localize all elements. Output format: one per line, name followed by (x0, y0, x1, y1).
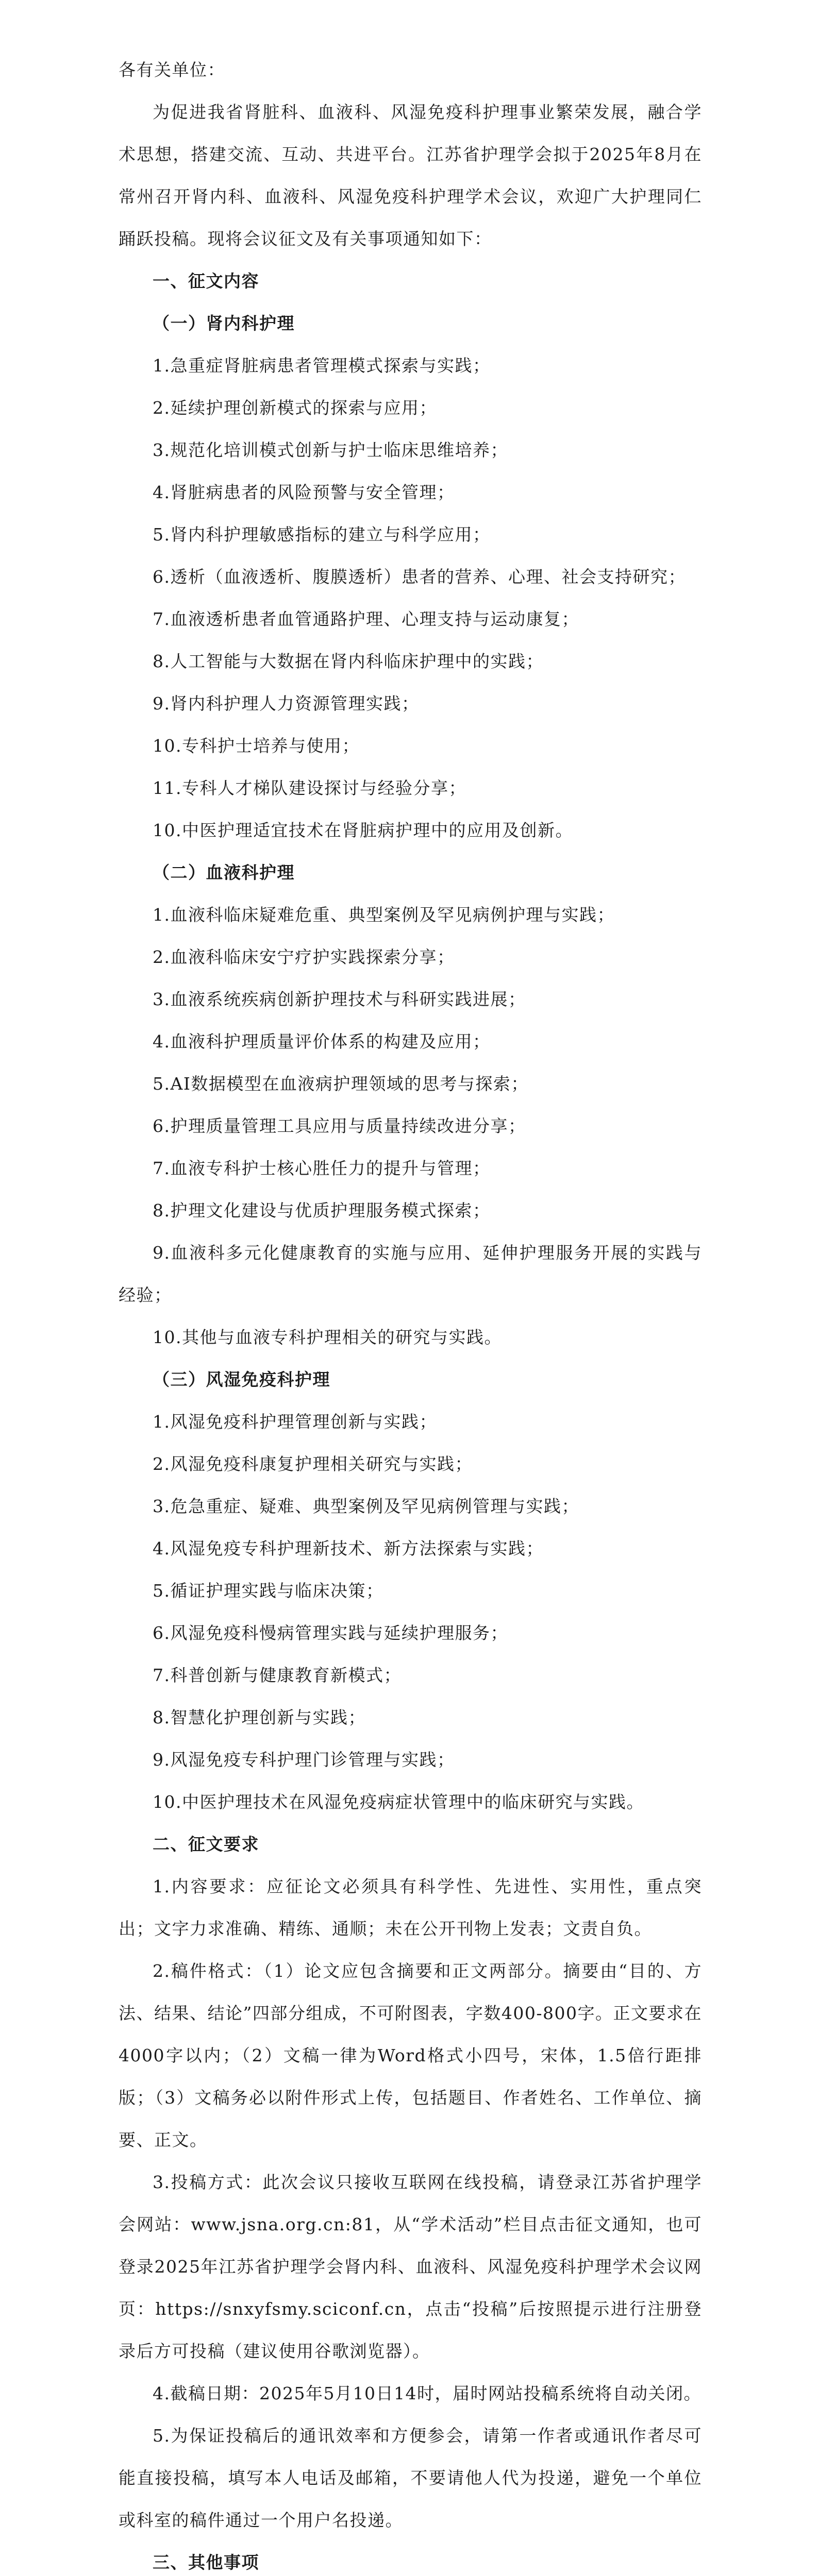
list-item: 10.中医护理技术在风湿免疫病症状管理中的临床研究与实践。 (153, 1792, 644, 1812)
list-item: 4.风湿免疫专科护理新技术、新方法探索与实践； (153, 1538, 544, 1558)
list-item: 11.专科人才梯队建设探讨与经验分享； (153, 778, 466, 798)
section-heading-other-matters: 三、其他事项 (153, 2552, 259, 2572)
list-item: 9.血液科多元化健康教育的实施与应用、延伸护理服务开展的实践与经验； (119, 1243, 702, 1305)
list-item: 10.中医护理适宜技术在肾脏病护理中的应用及创新。 (153, 820, 573, 840)
list-item: 5.为保证投稿后的通讯效率和方便参会，请第一作者或通讯作者尽可能直接投稿，填写本人电话及邮箱，不要请他人代为投递，避免一个单位或科室的稿件通过一个用户名投递。 (119, 2426, 702, 2530)
list-item: 3.规范化培训模式创新与护士临床思维培养； (153, 440, 508, 460)
list-item: 7.血液专科护士核心胜任力的提升与管理； (153, 1158, 491, 1178)
subsection-label: （二）血液科护理 (153, 862, 295, 883)
section-heading-requirements: 二、征文要求 (153, 1834, 259, 1854)
list-item: 4.肾脏病患者的风险预警与安全管理； (153, 482, 455, 502)
list-item: 2.稿件格式：（1）论文应包含摘要和正文两部分。摘要由“目的、方法、结果、结论”四部分组成，不可附图表，字数400-800字。正文要求在4000字以内；（2）文稿一律为Word格式小四号，宋体，1.5倍行距排版；（3）文稿务必以附件形式上传，包括题目、作者姓名、工作单位、摘要、正文。 (119, 1961, 702, 2150)
list-item: 4.截稿日期：2025年5月10日14时，届时网站投稿系统将自动关闭。 (153, 2383, 702, 2403)
intro-paragraph: 为促进我省肾脏科、血液科、风湿免疫科护理事业繁荣发展，融合学术思想，搭建交流、互动、共进平台。江苏省护理学会拟于2025年8月在常州召开肾内科、血液科、风湿免疫科护理学术会议，欢迎广大护理同仁踊跃投稿。现将会议征文及有关事项通知如下： (119, 102, 702, 249)
list-item: 9.风湿免疫专科护理门诊管理与实践； (153, 1750, 455, 1770)
list-item: 1.急重症肾脏病患者管理模式探索与实践； (153, 355, 491, 376)
list-item: 8.智慧化护理创新与实践； (153, 1707, 366, 1727)
list-item: 3.危急重症、疑难、典型案例及罕见病例管理与实践； (153, 1496, 579, 1516)
list-item: 8.人工智能与大数据在肾内科临床护理中的实践； (153, 651, 544, 671)
list-item: 6.透析（血液透析、腹膜透析）患者的营养、心理、社会支持研究； (153, 567, 686, 587)
subsection-heading-rheumatology (119, 1359, 702, 1401)
list-item: 10.专科护士培养与使用； (153, 736, 360, 756)
list-item: 3.投稿方式：此次会议只接收互联网在线投稿，请登录江苏省护理学会网站：www.jsna.org.cn:81，从“学术活动”栏目点击征文通知，也可登录2025年江苏省护理学会肾内科、血液科、风湿免疫科护理学术会议网页：https://snxyfsmy.sciconf.cn，点击“投稿”后按照提示进行注册登录后方可投稿（建议使用谷歌浏览器）。 (119, 2172, 702, 2361)
list-item: 4.血液科护理质量评价体系的构建及应用； (153, 1031, 491, 1052)
list-item: 1.内容要求：应征论文必须具有科学性、先进性、实用性，重点突出；文字力求准确、精练、通顺；未在公开刊物上发表；文责自负。 (119, 1876, 702, 1939)
list-item: 6.护理质量管理工具应用与质量持续改进分享； (153, 1116, 526, 1136)
list-item: 10.其他与血液专科护理相关的研究与实践。 (153, 1327, 502, 1347)
subsection-heading-hematology (119, 852, 702, 894)
list-item: 2.延续护理创新模式的探索与应用； (153, 398, 437, 418)
list-item: 5.循证护理实践与临床决策； (153, 1581, 384, 1601)
list-item: 2.风湿免疫科康复护理相关研究与实践； (153, 1454, 473, 1474)
list-item: 5.肾内科护理敏感指标的建立与科学应用； (153, 524, 491, 545)
list-item: 7.科普创新与健康教育新模式； (153, 1665, 402, 1685)
list-item: 1.血液科临床疑难危重、典型案例及罕见病例护理与实践； (153, 905, 615, 925)
list-item: 6.风湿免疫科慢病管理实践与延续护理服务； (153, 1623, 508, 1643)
list-item: 3.血液系统疾病创新护理技术与科研实践进展； (153, 989, 526, 1009)
section-heading-content: 一、征文内容 (153, 271, 259, 291)
list-item: 9.肾内科护理人力资源管理实践； (153, 693, 420, 714)
list-item: 1.风湿免疫科护理管理创新与实践； (153, 1412, 437, 1432)
list-item: 8.护理文化建设与优质护理服务模式探索； (153, 1200, 491, 1221)
subsection-label: （三）风湿免疫科护理 (153, 1369, 330, 1389)
list-item: 5.AI数据模型在血液病护理领域的思考与探索； (153, 1074, 529, 1094)
subsection-label: （一）肾内科护理 (153, 313, 295, 333)
list-item: 7.血液透析患者血管通路护理、心理支持与运动康复； (153, 609, 579, 629)
list-item: 2.血液科临床安宁疗护实践探索分享； (153, 947, 455, 967)
salutation: 各有关单位： (119, 60, 225, 80)
subsection-heading-nephrology (119, 302, 702, 345)
